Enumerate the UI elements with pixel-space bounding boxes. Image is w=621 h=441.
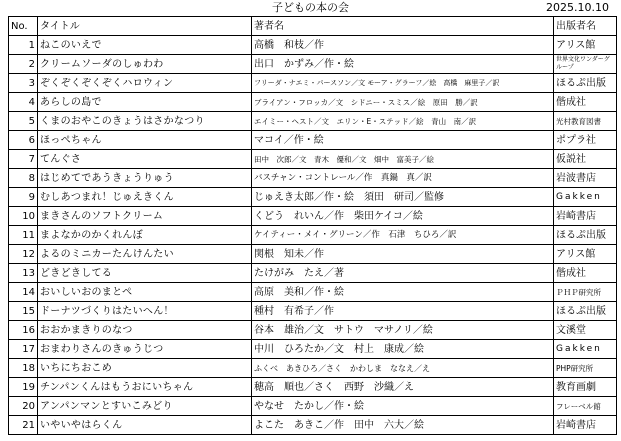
row-author: ブライアン・フロッカ／文 シドニー・スミス／絵 原田 勝／訳 — [252, 93, 554, 112]
row-no: 12 — [9, 245, 38, 264]
header-title: タイトル — [38, 17, 252, 36]
row-author: フリーダ・ナエミ・パースソン／文 モーア・グラーフ／絵 高橋 麻里子／訳 — [252, 74, 554, 93]
table-row — [9, 169, 617, 188]
table-row — [9, 359, 617, 378]
row-author: 種村 有希子／作 — [252, 302, 554, 321]
row-no: 13 — [9, 264, 38, 283]
row-title: まきさんのソフトクリーム — [38, 207, 252, 226]
row-title: おまわりさんのきゅうじつ — [38, 340, 252, 359]
header-no: No. — [9, 17, 38, 36]
table-row — [9, 93, 617, 112]
row-title: まよなかのかくれんぼ — [38, 226, 252, 245]
row-author: 田中 次郎／文 青木 優和／文 畑中 富美子／絵 — [252, 150, 554, 169]
row-no: 10 — [9, 207, 38, 226]
row-title: ドーナツづくりはたいへん！ — [38, 302, 252, 321]
table-row — [9, 302, 617, 321]
row-publisher: ＰＨＰ研究所 — [554, 283, 617, 302]
table-row — [9, 226, 617, 245]
row-no: 4 — [9, 93, 38, 112]
row-no: 5 — [9, 112, 38, 131]
row-title: てんぐさ — [38, 150, 252, 169]
row-no: 16 — [9, 321, 38, 340]
row-no: 9 — [9, 188, 38, 207]
row-no: 14 — [9, 283, 38, 302]
row-no: 18 — [9, 359, 38, 378]
row-title: おおかまきりのなつ — [38, 321, 252, 340]
row-no: 7 — [9, 150, 38, 169]
row-publisher: 文溪堂 — [554, 321, 617, 340]
row-no: 11 — [9, 226, 38, 245]
table-row — [9, 188, 617, 207]
row-publisher: Gakken — [554, 340, 617, 359]
row-author: 関根 知未／作 — [252, 245, 554, 264]
table-row — [9, 397, 617, 416]
row-title: いやいやはらくん — [38, 416, 252, 435]
row-publisher: PHP研究所 — [554, 359, 617, 378]
row-no: 20 — [9, 397, 38, 416]
row-title: どきどきしてる — [38, 264, 252, 283]
row-title: チンパンくんはもうおにいちゃん — [38, 378, 252, 397]
row-publisher: 教育画劇 — [554, 378, 617, 397]
row-title: ぞくぞくぞくぞくハロウィン — [38, 74, 252, 93]
row-no: 8 — [9, 169, 38, 188]
row-author: バスチャン・コントレール／作 真鍋 真／訳 — [252, 169, 554, 188]
row-publisher: 偕成社 — [554, 264, 617, 283]
row-author: よこた あきこ／作 田中 六大／絵 — [252, 416, 554, 435]
row-author: 出口 かずみ／作・絵 — [252, 55, 554, 74]
row-author: ふくべ あきひろ／さく かわしま ななえ／え — [252, 359, 554, 378]
row-publisher: 岩崎書店 — [554, 416, 617, 435]
row-author: やなせ たかし／作・絵 — [252, 397, 554, 416]
table-row — [9, 207, 617, 226]
row-author: 高橋 和枝／作 — [252, 36, 554, 55]
row-title: ほっぺちゃん — [38, 131, 252, 150]
row-no: 2 — [9, 55, 38, 74]
table-row — [9, 55, 617, 74]
row-title: ねこのいえで — [38, 36, 252, 55]
sheet-title: 子どもの本の会 — [272, 1, 349, 14]
row-publisher: フレーベル館 — [554, 397, 617, 416]
row-author: たけがみ たえ／著 — [252, 264, 554, 283]
row-title: よるのミニカーたんけんたい — [38, 245, 252, 264]
table-row — [9, 245, 617, 264]
row-no: 15 — [9, 302, 38, 321]
table-row — [9, 36, 617, 55]
table-row — [9, 74, 617, 93]
row-author: 穂高 順也／さく 西野 沙織／え — [252, 378, 554, 397]
row-title: あらしの島で — [38, 93, 252, 112]
header-publisher: 出版者名 — [554, 17, 617, 36]
row-title: おいしいおのまとぺ — [38, 283, 252, 302]
row-no: 21 — [9, 416, 38, 435]
row-title: はじめてであうきょうりゅう — [38, 169, 252, 188]
row-title: くまのおやこのきょうはさかなつり — [38, 112, 252, 131]
row-no: 3 — [9, 74, 38, 93]
row-author: くどう れいん／作 柴田ケイコ／絵 — [252, 207, 554, 226]
row-author: 谷本 雄治／文 サトウ マサノリ／絵 — [252, 321, 554, 340]
row-author: マコイ／作・絵 — [252, 131, 554, 150]
row-publisher: 岩崎書店 — [554, 207, 617, 226]
row-publisher: 世界文化ワンダーグループ — [554, 55, 617, 74]
row-no: 19 — [9, 378, 38, 397]
table-header-row — [9, 17, 617, 36]
row-publisher: ほるぷ出版 — [554, 226, 617, 245]
row-author: 高原 美和／作・絵 — [252, 283, 554, 302]
table-row — [9, 340, 617, 359]
row-no: 17 — [9, 340, 38, 359]
row-title: クリームソーダのしゅわわ — [38, 55, 252, 74]
table-row — [9, 131, 617, 150]
book-list-table — [8, 16, 617, 435]
row-publisher: 偕成社 — [554, 93, 617, 112]
table-row — [9, 283, 617, 302]
row-title: いちにちおこめ — [38, 359, 252, 378]
table-row — [9, 112, 617, 131]
table-row — [9, 150, 617, 169]
row-publisher: Gakken — [554, 188, 617, 207]
row-publisher: アリス館 — [554, 36, 617, 55]
row-no: 6 — [9, 131, 38, 150]
table-row — [9, 264, 617, 283]
row-publisher: ポプラ社 — [554, 131, 617, 150]
row-author: 中川 ひろたか／文 村上 康成／絵 — [252, 340, 554, 359]
table-row — [9, 321, 617, 340]
row-author: ケイティー・メイ・グリーン／作 石津 ちひろ／訳 — [252, 226, 554, 245]
row-title: アンパンマンとすいこみどり — [38, 397, 252, 416]
row-title: むしあつまれ！じゅえきくん — [38, 188, 252, 207]
row-publisher: 光村教育図書 — [554, 112, 617, 131]
table-row — [9, 416, 617, 435]
row-publisher: 仮説社 — [554, 150, 617, 169]
row-no: 1 — [9, 36, 38, 55]
header-author: 著者名 — [252, 17, 554, 36]
row-publisher: 岩波書店 — [554, 169, 617, 188]
row-author: エイミー・ヘスト／文 エリン・E・ステッド／絵 青山 南／訳 — [252, 112, 554, 131]
row-publisher: ほるぷ出版 — [554, 302, 617, 321]
row-author: じゅえき太郎／作・絵 須田 研司／監修 — [252, 188, 554, 207]
row-publisher: ほるぷ出版 — [554, 74, 617, 93]
table-row — [9, 378, 617, 397]
sheet-date: 2025.10.10 — [546, 1, 609, 14]
row-publisher: アリス館 — [554, 245, 617, 264]
